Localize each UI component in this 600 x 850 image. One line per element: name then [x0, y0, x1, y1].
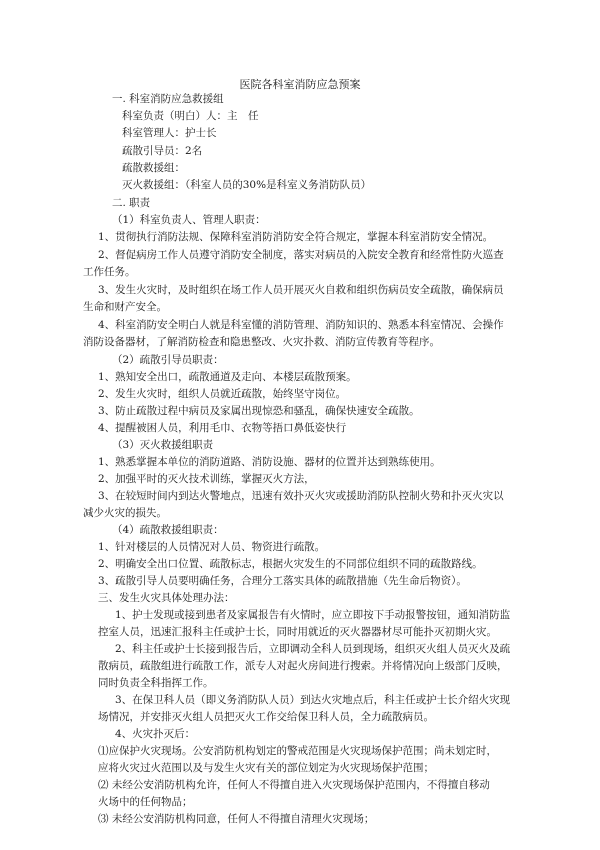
text-line: 4、提醒被困人员，利用毛巾、衣物等捂口鼻低姿快行	[98, 422, 347, 434]
section-heading-1: 一. 科室消防应急救援组	[112, 93, 224, 105]
text-line: ⑵ 未经公安消防机构允许，任何人不得擅自进入火灾现场保护范围内，不得擅自移动	[98, 779, 490, 791]
text-line: ⑶ 未经公安消防机构同意，任何人不得擅自清理火灾现场；	[98, 813, 375, 825]
text-line: 2、督促病房工作人员遵守消防安全制度，落实对病员的入院安全教育和经常性防火巡查	[98, 249, 504, 261]
text-line: 3、防止疏散过程中病员及家属出现惊恐和骚乱，确保快速安全疏散。	[98, 405, 420, 417]
text-line: 科室管理人：护士长	[122, 127, 217, 139]
text-line: 生命和财产安全。	[83, 301, 167, 313]
text-line: 3、疏散引导人员要明确任务，合理分工落实具体的疏散措施（先生命后物资）。	[98, 575, 467, 587]
text-line: 应将火灾过火范围以及与发生火灾有关的部位划定为火灾现场保护范围；	[98, 762, 434, 774]
text-line: 控室人员，迅速汇报科主任或护士长，同时用就近的灭火器器材尽可能扑灭初期火灾。	[98, 626, 497, 638]
text-line: 减少火灾的损失。	[83, 507, 167, 519]
section-heading-3: 三、发生火灾具体处理办法：	[98, 592, 235, 604]
section-heading-2: 二. 职责	[112, 197, 151, 209]
text-line: 1、贯彻执行消防法规、保障科室消防消防安全符合规定，掌握本科室消防安全情况。	[98, 231, 494, 243]
text-line: 4、火灾扑灭后：	[115, 728, 196, 740]
text-line: 消防设备器材，了解消防检查和隐患整改、火灾扑救、消防宣传教育等程序。	[83, 336, 440, 348]
text-line: 3、发生火灾时，及时组织在场工作人员开展灭火自救和组织伤病员安全疏散，确保病员	[98, 284, 504, 296]
text-line: ⑴应保护火灾现场。公安消防机构划定的警戒范围是火灾现场保护范围；尚未划定时，	[98, 745, 497, 757]
text-line: 3、在较短时间内到达火警地点，迅速有效扑灭火灾或援助消防队控制火势和扑灭火灾以	[98, 490, 504, 502]
text-line: 2、明确安全出口位置、疏散标志，根据火灾发生的不同部位组织不同的疏散路线。	[98, 558, 483, 570]
subsection-heading: （4）疏散救援组职责：	[112, 524, 224, 536]
subsection-heading: （1）科室负责人、管理人职责：	[112, 214, 266, 226]
text-line: 1、熟悉掌握本单位的消防道路、消防设施、器材的位置并达到熟练使用。	[98, 456, 441, 468]
text-line: 疏散引导员：2名	[122, 145, 203, 157]
text-line: 4、科室消防安全明白人就是科室懂的消防管理、消防知识的、熟悉本科室情况、会操作	[98, 319, 504, 331]
text-line: 疏散救援组：	[122, 162, 185, 174]
text-line: 散病员，疏散组进行疏散工作，派专人对起火房间进行搜索。并将情况向上级部门反映，	[98, 660, 508, 672]
text-line: 3、在保卫科人员（即义务消防队人员）到达火灾地点后，科主任或护士长介绍火灾现	[115, 694, 511, 706]
text-line: 1、针对楼层的人员情况对人员、物资进行疏散。	[98, 541, 326, 553]
subsection-heading: （3）灭火救援组职责	[112, 439, 214, 451]
text-line: 2、科主任或护士长接到报告后，立即调动全科人员到现场，组织灭火组人员灭火及疏	[115, 643, 511, 655]
text-line: 科室负责（明白）人：主 任	[122, 110, 259, 122]
text-line: 场情况，并安排灭火组人员把灭火工作交给保卫科人员，全力疏散病员。	[98, 711, 434, 723]
text-line: 同时负责全科指挥工作。	[98, 677, 214, 689]
subsection-heading: （2）疏散引导员职责：	[112, 354, 224, 366]
text-line: 2、加强平时的灭火技术训练，掌握灭火方法，	[98, 473, 315, 485]
text-line: 火场中的任何物品；	[98, 796, 193, 808]
text-line: 1、熟知安全出口，疏散通道及走向、本楼层疏散预案。	[98, 371, 357, 383]
text-line: 1、护士发现或接到患者及家属报告有火情时，应立即按下手动报警按钮，通知消防监	[115, 609, 511, 621]
text-line: 2、发生火灾时，组织人员就近疏散，始终坚守岗位。	[98, 388, 347, 400]
document-title: 医院各科室消防应急预案	[239, 78, 361, 91]
text-line: 灭火救援组：（科室人员的30%是科室义务消防队员）	[122, 179, 372, 191]
text-line: 工作任务。	[83, 266, 136, 278]
